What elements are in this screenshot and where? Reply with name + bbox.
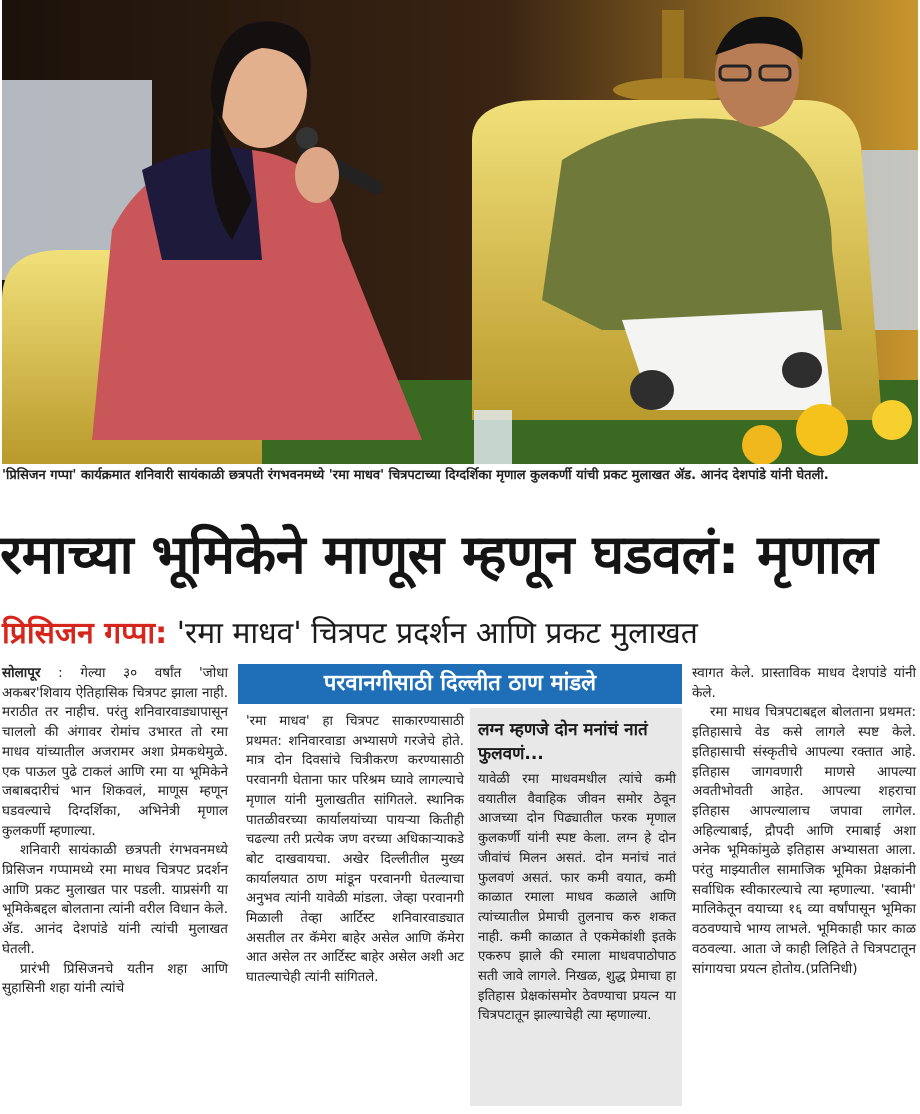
- box-left-column: [246, 712, 464, 988]
- left-paragraph-2: शनिवारी सायंकाळी छत्रपती रंगभवनमध्ये प्रिसिजन गप्पामध्ये रमा माधव चित्रपट प्रदर्शन आणि प्रकट मुलाखत पार पडली. याप्रसंगी या भूमिकेबद्दल बोलताना त्यांनी वरील विधान केले. ॲड. आनंद देशपांडे यांनी त्यांची मुलाखत घेतली.: [2, 842, 228, 957]
- right-paragraph-2: रमा माधव चित्रपटाबद्दल बोलताना प्रथमत: इतिहासाचे वेड कसे लागले स्पष्ट केले. इतिहासाची संस्कृतीचे आपल्या रक्तात आहे. इतिहास जागवणारी माणसे आपल्या अवतीभोवती आहेत. आपल्या शहराचा इतिहास आपल्यालाच जपावा लागेल. अहिल्याबाई, द्रौपदी आणि रमाबाई अशा अनेक भूमिकांमुळे इतिहास अभ्यासता आला. परंतु माझ्यातील सामाजिक भूमिका प्रेक्षकांनी सर्वाधिक स्वीकारल्याचे त्या म्हणाल्या. 'स्वामी' मालिकेतून वयाच्या १६ व्या वर्षांपासून भूमिका वठवण्याचे भाग्य लाभले. भूमिकाही फार काळ वठवल्या. आता जे काही लिहिते ते चित्रपटातून सांगायचा प्रयत्न होतोय.(प्रतिनिधी): [692, 704, 916, 977]
- subheadline-kicker: प्रिसिजन गप्पा:: [2, 616, 168, 651]
- sidebar-text: यावेळी रमा माधवमधील त्यांचे कमी वयातील वैवाहिक जीवन समोर ठेवून आजच्या दोन पिढ्यातील फरक मृणाल कुलकर्णी यांनी स्पष्ट केला. लग्न हे दोन जीवांचं मिलन असतं. दोन मनांचं नातं फुलवणं असतं. फार कमी वयात, कमी काळात रमाला माधव कळाले आणि त्यांच्यातील प्रेमाची तुलनाच करु शकत नाही. कमी काळात ते एकमेकांशी इतके एकरुप झाले की रमाला माधवपाठोपाठ सती जावे लागले. निखळ, शुद्ध प्रेमाचा हा इतिहास प्रेक्षकांसमोर ठेवण्याचा प्रयत्न या चित्रपटातून झाल्याचेही त्या म्हणाल्या.: [478, 772, 676, 1024]
- left-paragraph-3: प्रारंभी प्रिसिजनचे यतीन शहा आणि सुहासिनी शहा यांनी त्यांचे: [2, 960, 228, 997]
- event-photo: [2, 0, 918, 464]
- event-photo-illustration: [2, 0, 918, 464]
- dateline: सोलापूर: [2, 665, 41, 681]
- sidebar-title: लग्न म्हणजे दोन मनांचं नातं फुलवणं...: [478, 720, 648, 764]
- left-column: [2, 664, 228, 999]
- subheadline-text: 'रमा माधव' चित्रपट प्रदर्शन आणि प्रकट मुलाखत: [167, 616, 698, 651]
- right-column: [692, 664, 916, 979]
- box-title: परवानगीसाठी दिल्लीत ठाण मांडले: [238, 664, 682, 704]
- subheadline: [2, 614, 918, 654]
- box-sidebar: [470, 708, 682, 1106]
- left-paragraph-1-text: : गेल्या ३० वर्षांत 'जोधा अकबर'शिवाय ऐतिहासिक चित्रपट झाला नाही. मराठीत तर नाहीच. परंतु शनिवारवाड्यापासून चाललो की अंगावर रोमांच उभारत तो रमा माधव यांच्यातील अजरामर अशा प्रेमकथेमुळे. एक पाऊल पुढे टाकलं आणि रमा या भूमिकेने जबाबदारीचं भान शिकवलं, माणूस म्हणून घडवल्याचे दिग्दर्शिका, अभिनेत्री मृणाल कुलकर्णी म्हणाल्या.: [2, 665, 228, 839]
- headline: रमाच्या भूमिकेने माणूस म्हणून घडवलं: मृणाल: [0, 523, 878, 586]
- left-paragraph-1: [2, 664, 228, 841]
- box-left-text: 'रमा माधव' हा चित्रपट साकारण्यासाठी प्रथमत: शनिवारवाडा अभ्यासणे गरजेचे होते. मात्र दोन दिवसांचे चित्रीकरण करण्यासाठी परवानगी घेताना फार परिश्रम घ्यावे लागल्याचे मृणाल यांनी मुलाखतीत सांगितले. स्थानिक पातळीवरच्या कार्यालयांच्या पायऱ्या कितीही चढल्या तरी प्रत्येक जण वरच्या अधिकाऱ्याकडे बोट दाखवायचा. अखेर दिल्लीतील मुख्य कार्यालयात ठाण मांडून परवानगी घेतल्याचा अनुभव त्यांनी यावेळी मांडला. जेव्हा परवानगी मिळाली तेव्हा आर्टिस्ट शनिवारवाड्यात असतील तर कॅमेरा बाहेर असेल आणि कॅमेरा आत असेल तर आर्टिस्ट बाहेर असेल अशी अट घातल्याचेही त्यांनी सांगितले.: [246, 714, 464, 986]
- right-paragraph-1: स्वागत केले. प्रास्ताविक माधव देशपांडे यांनी केले.: [692, 665, 916, 701]
- photo-caption: 'प्रिसिजन गप्पा' कार्यक्रमात शनिवारी सायंकाळी छत्रपती रंगभवनमध्ये 'रमा माधव' चित्रपटाच्या दिग्दर्शिका मृणाल कुलकर्णी यांची प्रकट मुलाखत ॲड. आनंद देशपांडे यांनी घेतली.: [2, 468, 829, 483]
